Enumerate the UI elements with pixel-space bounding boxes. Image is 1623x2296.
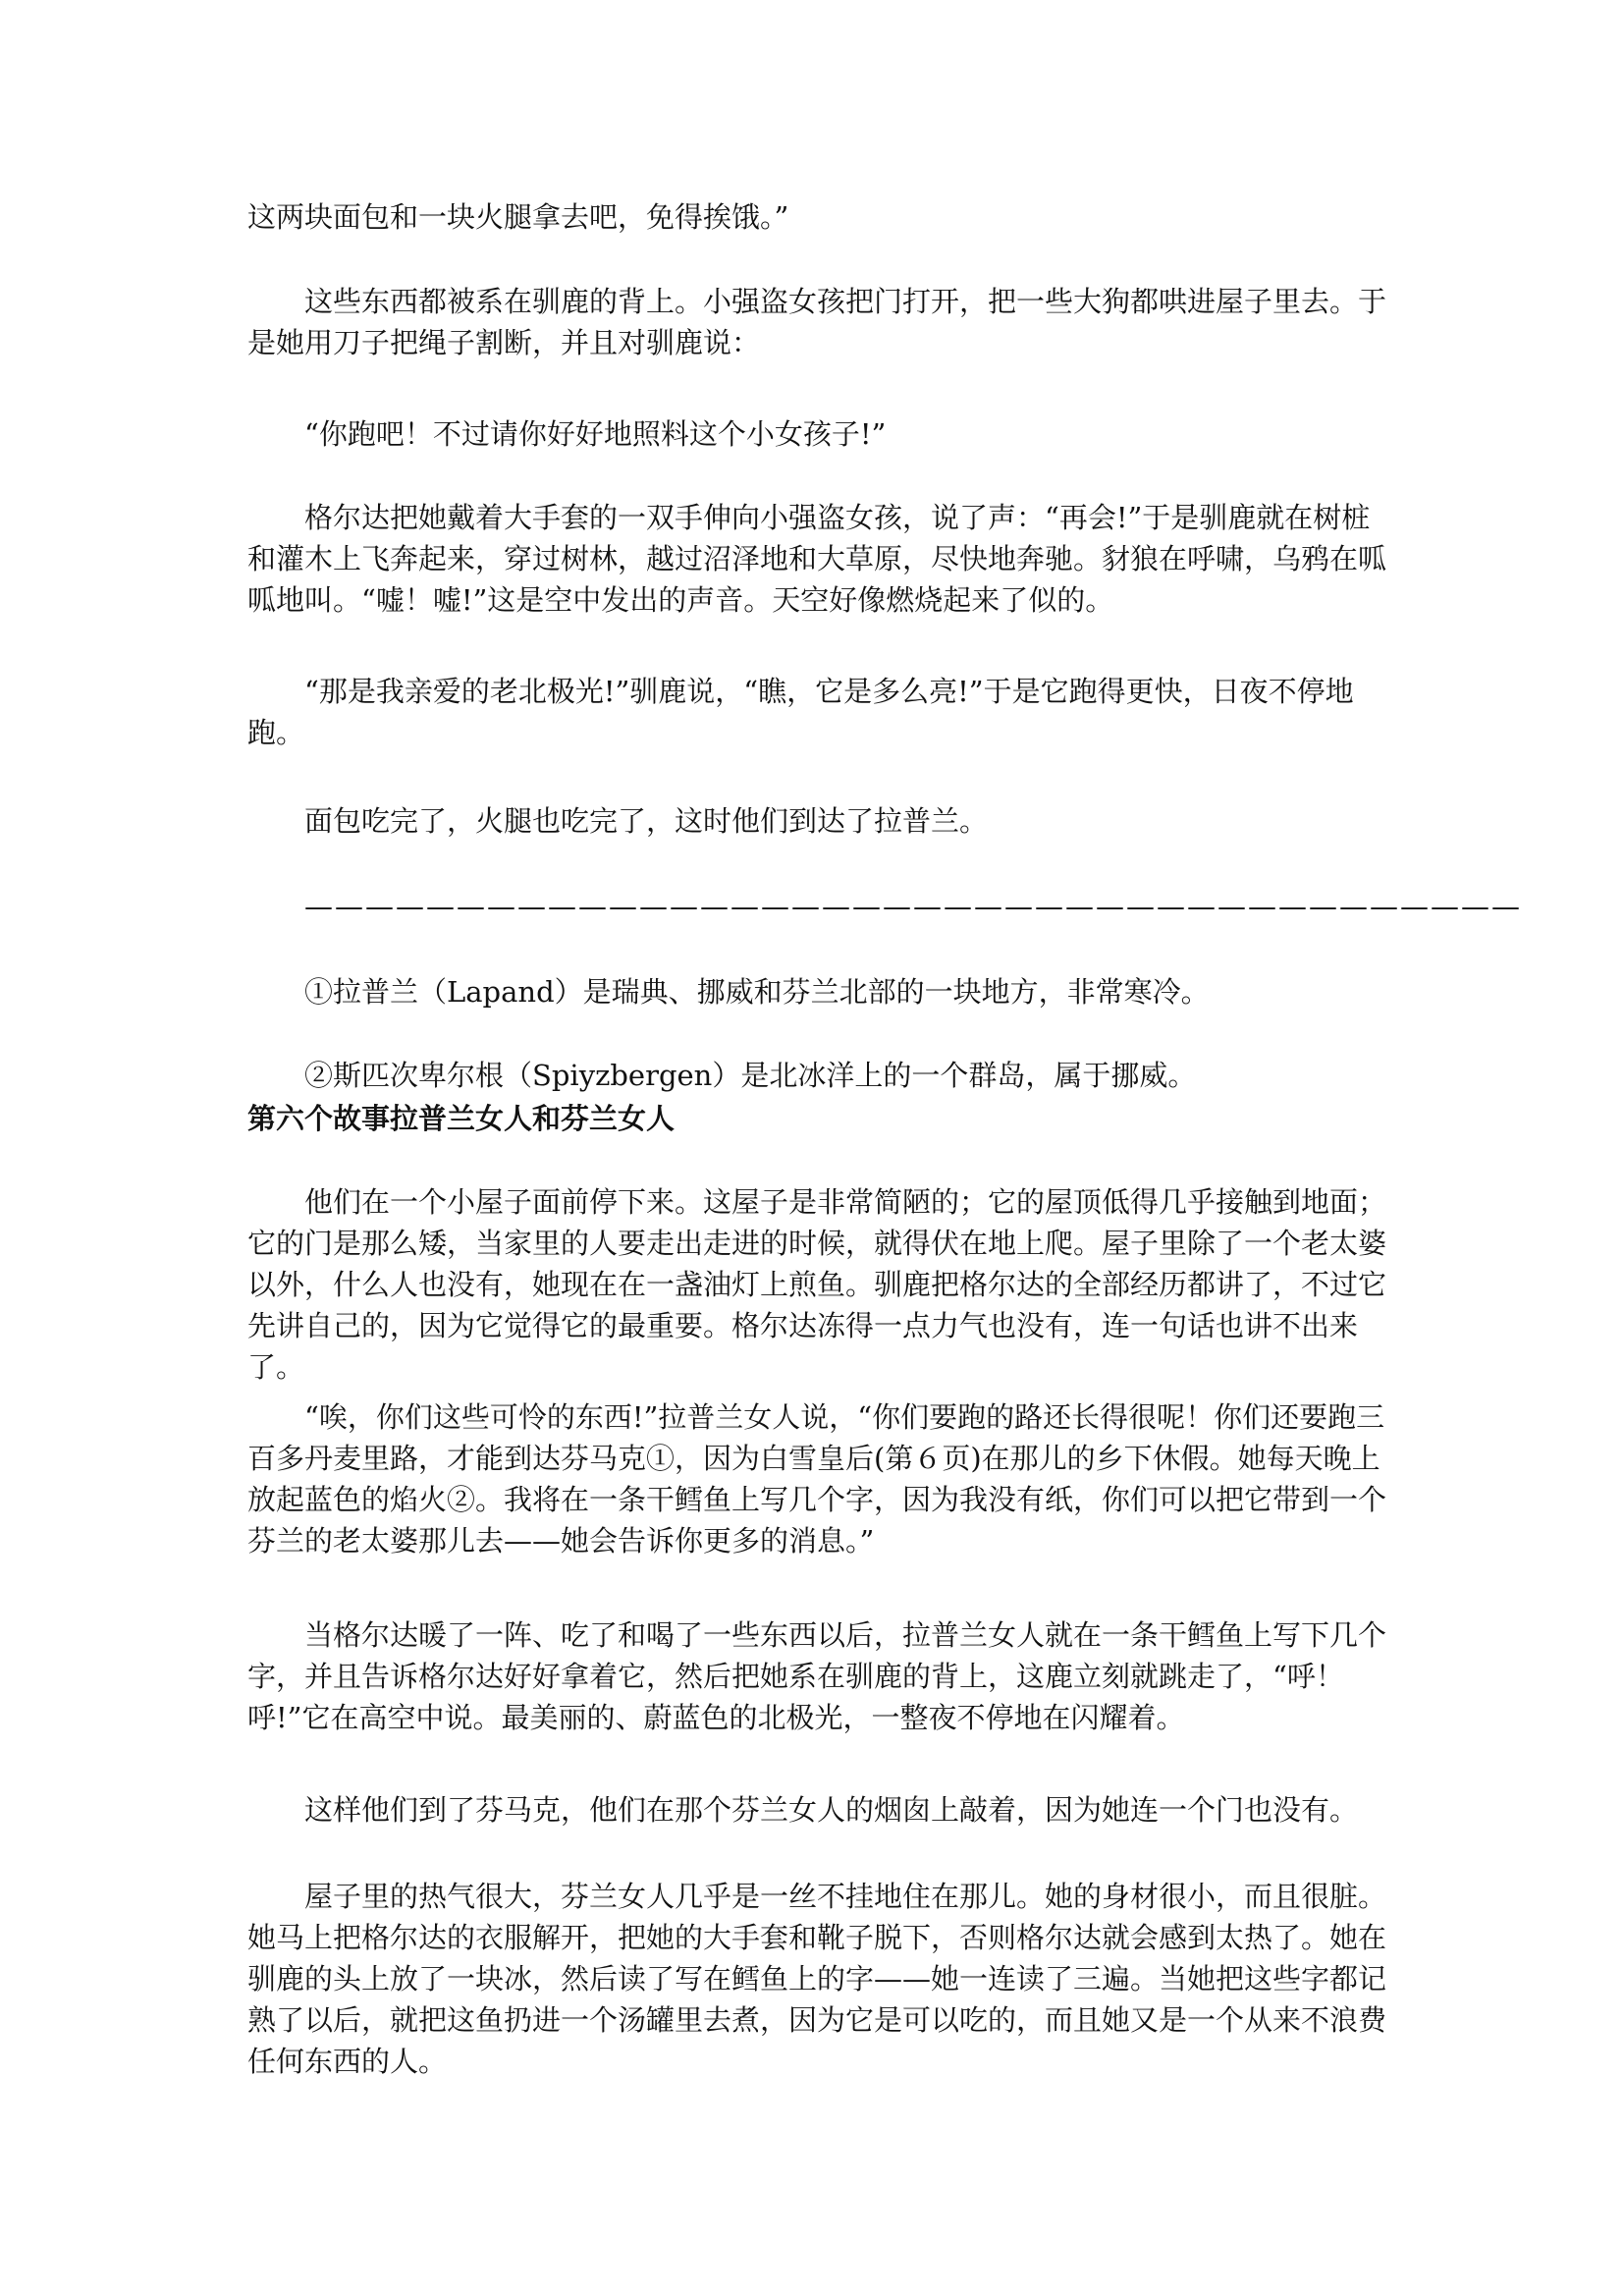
paragraph: 格尔达把她戴着大手套的一双手伸向小强盗女孩，说了声：“再会!”于是驯鹿就在树桩和灌木上飞奔起来，穿过树林，越过沼泽地和大草原，尽快地奔驰。豺狼在呼啸，乌鸦在呱呱地叫。“嘘！嘘!”这是空中发出的声音。天空好像燃烧起来了似的。 [247,501,1387,617]
paragraph: “唉，你们这些可怜的东西!”拉普兰女人说，“你们要跑的路还长得很呢！你们还要跑三百多丹麦里路，才能到达芬马克①，因为白雪皇后(第６页)在那儿的乡下休假。她每天晚上放起蓝色的焰火②。我将在一条干鳕鱼上写几个字，因为我没有纸，你们可以把它带到一个芬兰的老太婆那儿去——她会告诉你更多的消息。” [247,1400,1387,1558]
separator-line: ———————————————————————————————————————— [304,890,1522,923]
paragraph: 这样他们到了芬马克，他们在那个芬兰女人的烟囱上敲着，因为她连一个门也没有。 [304,1793,1359,1827]
paragraph: 这两块面包和一块火腿拿去吧，免得挨饿。” [247,200,789,234]
footnote: ②斯匹次卑尔根（Spiyzbergen）是北冰洋上的一个群岛，属于挪威。 [304,1059,1197,1092]
paragraph: 他们在一个小屋子面前停下来。这屋子是非常简陋的；它的屋顶低得几乎接触到地面；它的门是那么矮，当家里的人要走出走进的时候，就得伏在地上爬。屋子里除了一个老太婆以外，什么人也没有，她现在在一盏油灯上煎鱼。驯鹿把格尔达的全部经历都讲了，不过它先讲自己的，因为它觉得它的最重要。格尔达冻得一点力气也没有，连一句话也讲不出来了。 [247,1185,1387,1384]
paragraph: “你跑吧！不过请你好好地照料这个小女孩子!” [304,417,887,451]
chapter-title: 第六个故事拉普兰女人和芬兰女人 [247,1102,676,1135]
paragraph: 屋子里的热气很大，芬兰女人几乎是一丝不挂地住在那儿。她的身材很小，而且很脏。她马上把格尔达的衣服解开，把她的大手套和靴子脱下，否则格尔达就会感到太热了。她在驯鹿的头上放了一块冰，然后读了写在鳕鱼上的字——她一连读了三遍。当她把这些字都记熟了以后，就把这鱼扔进一个汤罐里去煮，因为它是可以吃的，而且她又是一个从来不浪费任何东西的人。 [247,1880,1387,2078]
footnote: ①拉普兰（Lapand）是瑞典、挪威和芬兰北部的一块地方，非常寒冷。 [304,975,1210,1009]
paragraph: “那是我亲爱的老北极光!”驯鹿说，“瞧，它是多么亮!”于是它跑得更快，日夜不停地跑。 [247,675,1354,749]
paragraph: 这些东西都被系在驯鹿的背上。小强盗女孩把门打开，把一些大狗都哄进屋子里去。于是她用刀子把绳子割断，并且对驯鹿说： [247,285,1387,359]
paragraph: 当格尔达暖了一阵、吃了和喝了一些东西以后，拉普兰女人就在一条干鳕鱼上写下几个字，并且告诉格尔达好好拿着它，然后把她系在驯鹿的背上，这鹿立刻就跳走了，“呼！呼!”它在高空中说。最美丽的、蔚蓝色的北极光，一整夜不停地在闪耀着。 [247,1618,1387,1734]
paragraph: 面包吃完了，火腿也吃完了，这时他们到达了拉普兰。 [304,804,989,838]
